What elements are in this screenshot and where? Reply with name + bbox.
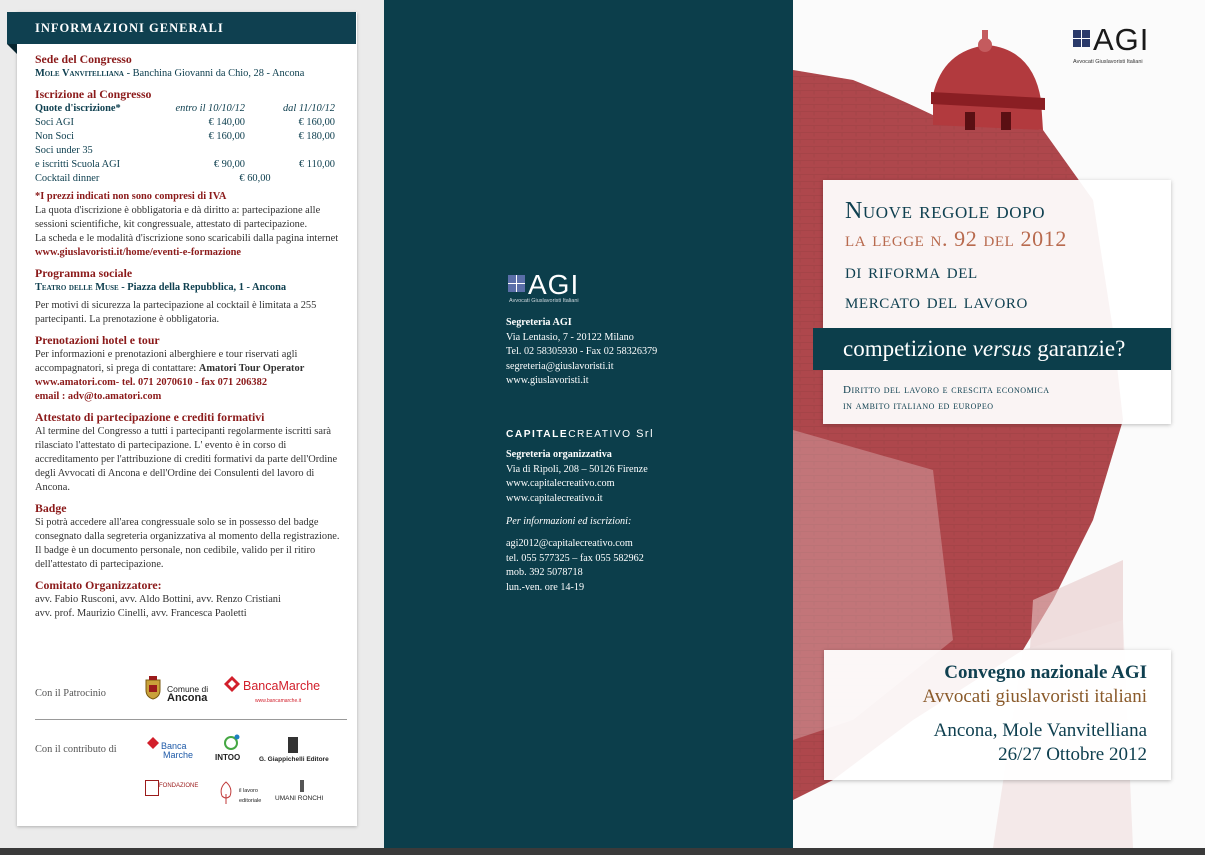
iva-note: *I prezzi indicati non sono compresi di IVA: [35, 191, 227, 202]
org-line: Via di Ripoli, 208 – 50126 Firenze: [506, 463, 648, 475]
info-card: [17, 12, 357, 826]
bancamarche-icon: [224, 676, 240, 692]
programma-text: Per motivi di sicurezza la partecipazione al cocktail è limitata a 255 partecipanti. La prenotazione è obbligatoria.: [35, 300, 317, 325]
capital-b: CREATIVO: [568, 429, 632, 440]
info-phone: tel. 055 577325 – fax 055 582962: [506, 552, 644, 564]
fee-late: [245, 144, 335, 158]
capital-c: Srl: [631, 428, 655, 440]
divider: [35, 719, 347, 720]
cocktail-price: € 60,00: [239, 173, 271, 184]
bottom-strip: [0, 848, 1205, 855]
org-title: Segreteria organizzativa: [506, 449, 612, 460]
segreteria-email[interactable]: segreteria@giuslavoristi.it: [506, 360, 614, 372]
agi-logo-cover: [1073, 22, 1150, 57]
fondazione-icon: [145, 780, 159, 796]
cover-panel: [793, 0, 1205, 848]
segreteria-block: [506, 316, 657, 389]
badge-title: Badge: [35, 501, 67, 515]
ancona-crest-icon: [144, 676, 162, 700]
info-block: [506, 537, 644, 595]
agi-mark-icon: [1073, 30, 1090, 47]
tagline-a: competizione: [843, 336, 973, 361]
comitato-line-1: avv. Fabio Rusconi, avv. Aldo Bottini, avv. Renzo Cristiani: [35, 594, 281, 605]
info-mobile: mob. 392 5078718: [506, 567, 583, 578]
fees-rows: [35, 116, 345, 186]
hotel-text-label: Per informazioni e prenotazioni alberghiere e tour riservati agli accompagnatori, si prega di contattare:: [35, 349, 298, 374]
attestato-text: Al termine del Congresso a tutti i partecipanti regolarmente iscritti sarà rilasciato l'attestato di partecipazione. L' evento è in corso di accreditamento per l'attribuzione di crediti formativi da parte dell'Ordine degli Avvocati di Ancona e dell'Ordine dei Consulenti del lavoro di Ancona.: [35, 426, 338, 493]
sede-venue: Mole Vanvitelliana: [35, 68, 124, 79]
fees-table: [35, 102, 345, 116]
iva-link[interactable]: www.giuslavoristi.it/home/eventi-e-formazione: [35, 247, 242, 258]
giappichelli-icon: [288, 737, 298, 753]
intoo-logo: INTOO: [215, 753, 241, 762]
marche-label: Marche: [163, 750, 194, 760]
subtitle-line-2: in ambito italiano ed europeo: [843, 400, 994, 412]
sede-line: [35, 67, 345, 81]
capitale-creativo-logo: [506, 427, 654, 443]
event-subtitle: Avvocati giuslavoristi italiani: [922, 686, 1147, 707]
programma-venue: Teatro delle Muse: [35, 282, 119, 293]
iva-text-2: [35, 232, 345, 260]
event-title: Convegno nazionale AGI: [944, 662, 1147, 683]
cocktail-label: Cocktail dinner: [35, 173, 100, 184]
title-line-4: mercato del lavoro: [845, 288, 1028, 313]
title-line-1: Nuove regole dopo: [845, 198, 1046, 224]
info-hours: lun.-ven. ore 14-19: [506, 581, 585, 593]
comitato-title: Comitato Organizzatore:: [35, 578, 162, 592]
tree-icon: [218, 780, 234, 804]
tagline-band: [813, 328, 1171, 370]
lavoro-editoriale-logo: il lavoro editoriale: [239, 788, 262, 804]
hotel-email[interactable]: email : adv@to.amatori.com: [35, 391, 162, 402]
title-box: [823, 180, 1171, 424]
hotel-contacts[interactable]: www.amatori.com- tel. 071 2070610 - fax 071 206382: [35, 377, 268, 388]
info-title: Per informazioni ed iscrizioni:: [506, 516, 632, 527]
giappichelli-logo: G. Giappichelli Editore: [259, 756, 329, 763]
segreteria-title: Segreteria AGI: [506, 317, 572, 328]
tagline-c: garanzie?: [1031, 336, 1126, 361]
badge-text: Si potrà accedere all'area congressuale solo se in possesso del badge consegnato dalla segreteria organizzativa al momento della registrazione. Il badge è un documento personale, non cedibile, valido per il ritiro dell'attestato di partecipazione.: [35, 517, 340, 570]
agi-wordmark: AGI: [528, 269, 580, 300]
fee-early: € 160,00: [208, 131, 245, 142]
patrocinio-label: Con il Patrocinio: [35, 688, 106, 699]
attestato-title: Attestato di partecipazione e crediti formativi: [35, 410, 265, 424]
fee-label: Soci AGI: [35, 117, 74, 128]
org-website[interactable]: www.capitalecreativo.it: [506, 492, 603, 504]
segreteria-line: Tel. 02 58305930 - Fax 02 58326379: [506, 346, 658, 357]
org-block: [506, 448, 648, 506]
programma-line: [35, 281, 345, 295]
info-body: [35, 52, 345, 621]
fees-head-label: Quote d'iscrizione*: [35, 103, 121, 114]
banca-marche-icon: [147, 736, 159, 748]
segreteria-line: Via Lentasio, 7 - 20122 Milano: [506, 331, 634, 343]
iva-text: La quota d'iscrizione è obbligatoria e dà diritto a: partecipazione alle sessioni scientifiche, kit congressuale, attestato di partecipazione.: [35, 205, 321, 230]
agi-wordmark: AGI: [1093, 22, 1150, 57]
fee-late: € 160,00: [298, 117, 335, 128]
contact-panel: [384, 0, 793, 848]
contributo-label: Con il contributo di: [35, 744, 117, 755]
bancamarche-url: www.bancamarche.it: [255, 698, 302, 704]
comitato-line-2: avv. prof. Maurizio Cinelli, avv. Francesca Paoletti: [35, 608, 247, 619]
hotel-title: Prenotazioni hotel e tour: [35, 333, 160, 347]
umani-icon: [300, 780, 304, 792]
fees-head-early: entro il 10/10/12: [175, 103, 245, 114]
hotel-text: [35, 348, 345, 376]
umani-logo: UMANI RONCHI: [275, 795, 324, 802]
org-website[interactable]: www.capitalecreativo.com: [506, 478, 615, 489]
banca-label: Banca: [161, 741, 187, 751]
fees-head-late: dal 11/10/12: [282, 103, 335, 114]
event-place: Ancona, Mole Vanvitelliana: [933, 720, 1147, 741]
fee-early: [175, 144, 245, 158]
title-line-2: la legge n. 92 del 2012: [845, 226, 1067, 251]
agi-logo-middle: [508, 269, 580, 300]
agi-sub-cover: Avvocati Giuslavoristi Italiani: [1073, 59, 1143, 65]
title-line-3: di riforma del: [845, 258, 978, 283]
fee-late: € 180,00: [298, 131, 335, 142]
sede-title: Sede del Congresso: [35, 52, 132, 66]
segreteria-website[interactable]: www.giuslavoristi.it: [506, 375, 589, 386]
iva-text-2-label: La scheda e le modalità d'iscrizione sono scaricabili dalla pagina internet: [35, 233, 339, 244]
fee-label: e iscritti Scuola AGI: [35, 159, 121, 170]
info-email[interactable]: agi2012@capitalecreativo.com: [506, 538, 633, 549]
fee-label: Non Soci: [35, 131, 74, 142]
fee-label: Soci under 35: [35, 145, 93, 156]
fee-early: € 90,00: [213, 159, 245, 170]
event-date: 26/27 Ottobre 2012: [998, 744, 1147, 765]
agi-sub-middle: Avvocati Giuslavoristi Italiani: [509, 298, 579, 304]
tagline-b: versus: [972, 336, 1032, 361]
programma-address: - Piazza della Repubblica, 1 - Ancona: [118, 282, 287, 293]
fee-early: € 140,00: [208, 117, 245, 128]
fee-late: € 110,00: [299, 159, 335, 170]
comune-label: Comune di: [167, 684, 209, 694]
event-box: [824, 650, 1171, 780]
subtitle-line-1: Diritto del lavoro e crescita economica: [843, 384, 1050, 396]
fondazione-logo: FONDAZIONE: [159, 783, 199, 789]
info-header: INFORMAZIONI GENERALI: [7, 12, 356, 44]
bancamarche-logo: BancaMarche: [243, 679, 321, 693]
intoo-icon: [223, 734, 241, 750]
ancona-label: Ancona: [167, 692, 208, 704]
hotel-operator: Amatori Tour Operator: [198, 363, 305, 374]
iscrizione-title: Iscrizione al Congresso: [35, 87, 152, 101]
capital-a: CAPITALE: [506, 429, 569, 440]
agi-mark-icon: [508, 275, 525, 292]
programma-title: Programma sociale: [35, 266, 133, 280]
sede-address: - Banchina Giovanni da Chio, 28 - Ancona: [123, 68, 305, 79]
